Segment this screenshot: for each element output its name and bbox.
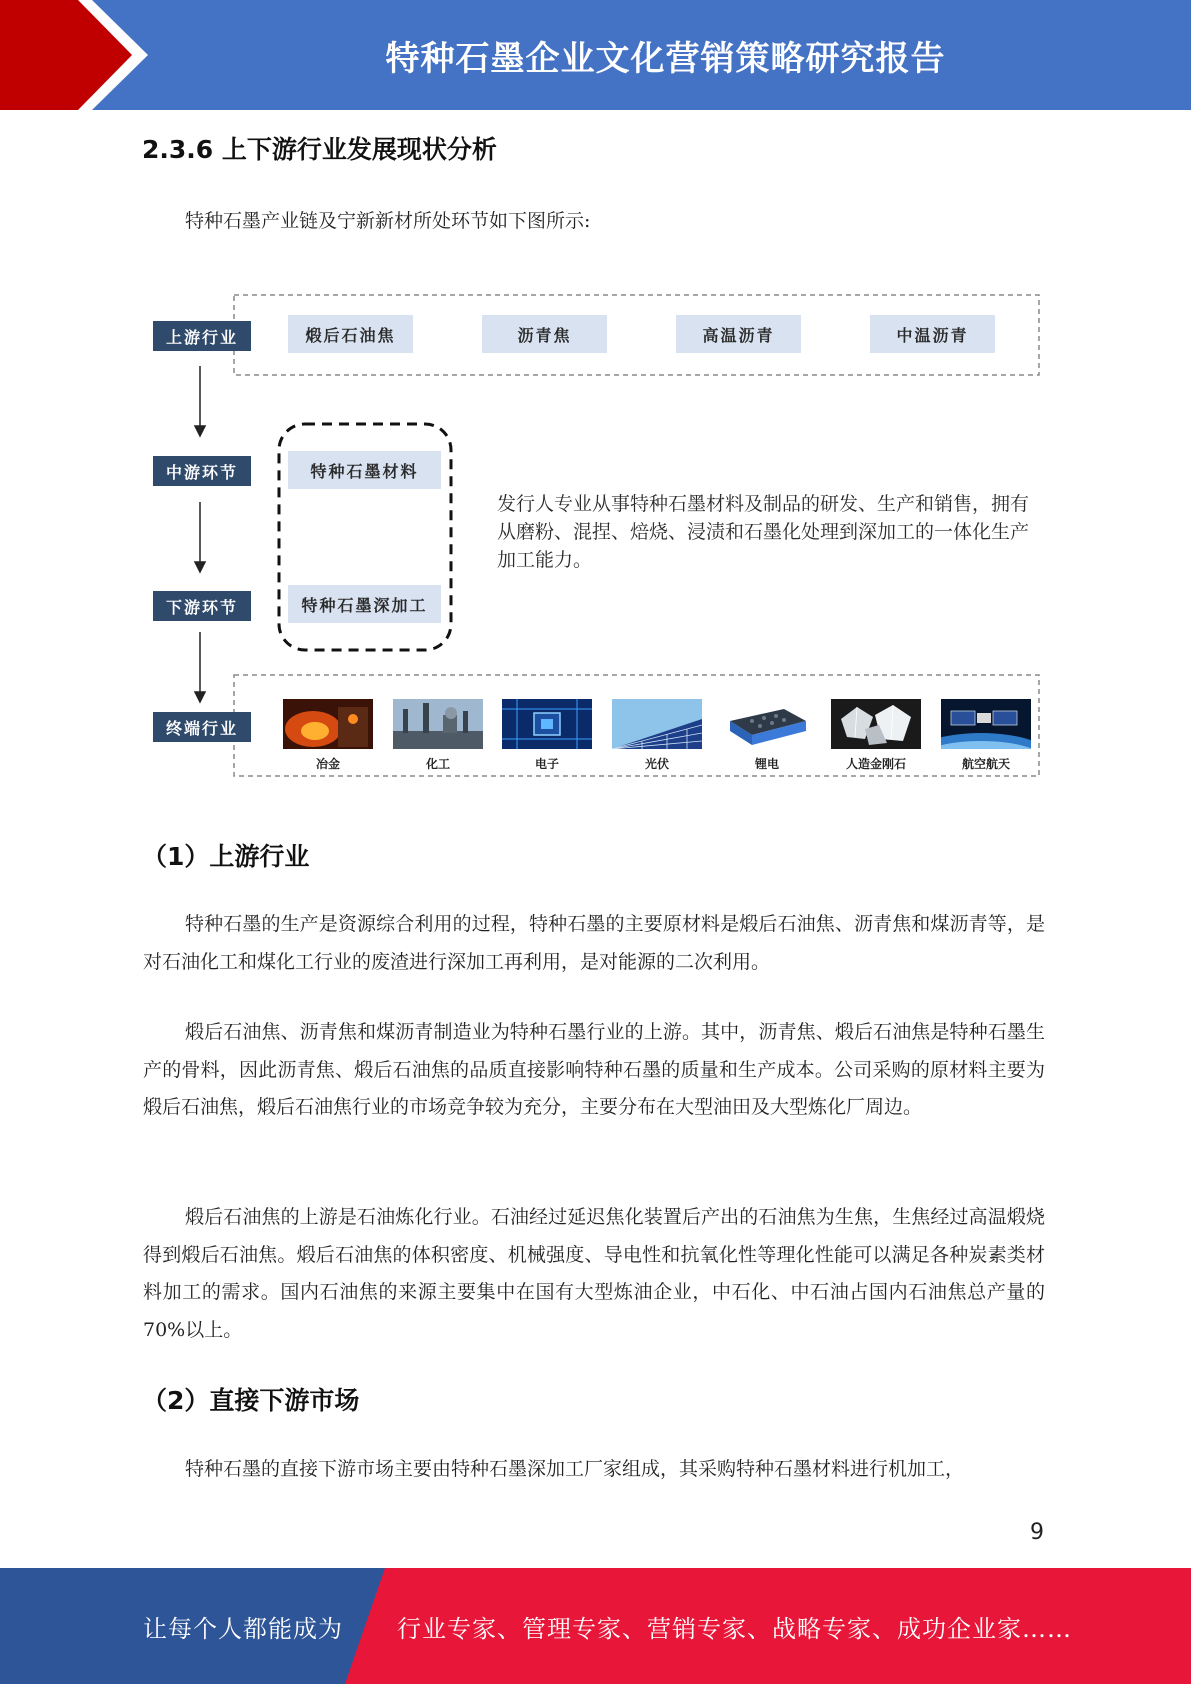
terminal-caption: 电子 xyxy=(534,757,559,771)
paragraph: 煅后石油焦的上游是石油炼化行业。石油经过延迟焦化装置后产出的石油焦为生焦，生焦经过高温煅烧得到煅后石油焦。煅后石油焦的体积密度、机械强度、导电性和抗氧化性等理化性能可以满足各种炭素类材料加工的需求。国内石油焦的来源主要集中在国有大型炼油企业，中石化、中石油占国内石油焦总产量的 70%以上。 xyxy=(143,1206,1045,1341)
report-title: 特种石墨企业文化营销策略研究报告 xyxy=(385,38,946,79)
row-label-midstream: 中游环节 xyxy=(153,456,251,486)
upstream-item: 沥青焦 xyxy=(482,315,607,353)
intro-text: 特种石墨产业链及宁新新材所处环节如下图所示: xyxy=(185,210,591,232)
midstream-item: 特种石墨材料 xyxy=(288,451,441,489)
company-description: 发行人专业从事特种石墨材料及制品的研发、生产和销售，拥有从磨粉、混捏、焙烧、浸渍和石墨化处理到深加工的一体化生产加工能力。 xyxy=(497,493,1030,571)
page-footer xyxy=(0,1568,1191,1684)
paragraph: 特种石墨的生产是资源综合利用的过程，特种石墨的主要原材料是煅后石油焦、沥青焦和煤沥青等，是对石油化工和煤化工行业的废渣进行深加工再利用，是对能源的二次利用。 xyxy=(143,913,1045,973)
paragraph: 煅后石油焦、沥青焦和煤沥青制造业为特种石墨行业的上游。其中，沥青焦、煅后石油焦是特种石墨生产的骨料，因此沥青焦、煅后石油焦的品质直接影响特种石墨的质量和生产成本。公司采购的原材料主要为煅后石油焦，煅后石油焦行业的市场竞争较为充分，主要分布在大型油田及大型炼化厂周边。 xyxy=(143,1021,1045,1118)
terminal-caption: 冶金 xyxy=(315,757,340,771)
arrow-head-1 xyxy=(195,426,205,436)
row-label-upstream: 上游行业 xyxy=(153,321,251,351)
satellite-image xyxy=(941,699,1031,749)
arrow-head-2 xyxy=(195,562,205,572)
paragraph: 特种石墨的直接下游市场主要由特种石墨深加工厂家组成，其采购特种石墨材料进行机加工， xyxy=(185,1458,965,1480)
arrow-head-3 xyxy=(195,692,205,702)
chemical-plant-image xyxy=(393,699,483,749)
footer-slogan-left: 让每个人都能成为 xyxy=(143,1614,343,1643)
battery-image xyxy=(722,699,812,749)
page-number: 9 xyxy=(1030,1520,1044,1545)
page-header xyxy=(0,0,1191,110)
terminal-caption: 锂电 xyxy=(754,757,779,771)
terminal-caption: 化工 xyxy=(425,757,450,771)
upstream-item: 中温沥青 xyxy=(870,315,995,353)
terminal-caption: 航空航天 xyxy=(961,757,1010,771)
metallurgy-image xyxy=(283,699,373,749)
row-label-terminal: 终端行业 xyxy=(153,712,251,742)
subsection-heading-downstream: （2）直接下游市场 xyxy=(142,1386,360,1415)
terminal-caption: 光伏 xyxy=(644,757,669,771)
section-heading: 2.3.6 上下游行业发展现状分析 xyxy=(142,135,497,164)
solar-panel-image xyxy=(612,699,702,749)
chip-image xyxy=(502,699,592,749)
row-label-downstream: 下游环节 xyxy=(153,591,251,621)
terminal-caption: 人造金刚石 xyxy=(845,757,906,771)
diamond-image xyxy=(831,699,921,749)
footer-slogan-right: 行业专家、管理专家、营销专家、战略专家、成功企业家…… xyxy=(397,1614,1072,1643)
upstream-item: 煅后石油焦 xyxy=(288,315,413,353)
upstream-item: 高温沥青 xyxy=(676,315,801,353)
header-arrow-decoration xyxy=(0,0,160,110)
subsection-heading-upstream: （1）上游行业 xyxy=(142,842,310,871)
diagram-connectors xyxy=(0,0,1191,800)
downstream-item: 特种石墨深加工 xyxy=(288,585,441,623)
